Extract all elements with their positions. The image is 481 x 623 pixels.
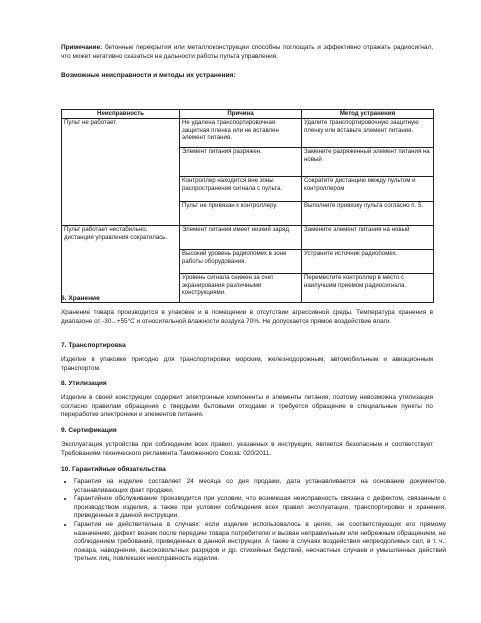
list-item: • Гарантия не действительна в случаях: если изделие использовалось в целях, не соответствующих его прямому назначению; дефект возник после передачи товара потребителю и вызван неправильным или небрежным обращением, не соблюдением требований, приведенных в данной инструкции. А также в случаях воздействия непреодолимых сил, в т. ч.: пожара, наводнения, высоковольтных разрядов и др. стихийных бедствий, несчастных случаев и умышленных действий третьих лиц, повлекших неисправность изделия. xyxy=(74,521,446,564)
note-paragraph xyxy=(61,44,433,61)
cause-cell: Элемент питания разряжен. xyxy=(180,148,302,177)
fix-cell: Устраните источник радиопомех. xyxy=(302,250,434,274)
cause-cell: Высокий уровень радиопомех в зоне работы оборудования. xyxy=(180,250,302,274)
fix-cell: Удалите транспортировочную защитную пленку или вставьте элемент питания. xyxy=(302,119,434,148)
fault-cell: Пульт не работает. xyxy=(62,119,180,148)
table-row xyxy=(62,226,434,250)
note-text: бетонные перекрытия или металлоконструкции способны поглощать и эффективно отражать радиосигнал, что может негативно сказаться на дальности работы пульта управления. xyxy=(61,44,433,60)
fault-cell: Пульт работает нестабильно, дистанция управления сократилась. xyxy=(62,226,180,250)
table-row xyxy=(62,250,434,274)
list-item: • Гарантийное обслуживание производится при условии, что возникшая неисправность связана с дефектом, связанным с производством изделия, а также при условии соблюдения всех правил эксплуатации, транспортировки и хранения, приведенных в данной инструкции. xyxy=(74,495,446,521)
faults-table xyxy=(61,109,434,303)
table-row xyxy=(62,202,434,226)
section-text-transport: Изделие в упаковке пригодно для транспортировки морским, железнодорожным, автомобильным и авиационным транспортом. xyxy=(61,356,433,372)
section-heading-certification: 9. Сертификация xyxy=(61,427,117,434)
section-heading-storage: 6. Хранение xyxy=(61,295,100,302)
warranty-list xyxy=(61,478,446,564)
fault-cell-continued xyxy=(62,202,180,226)
table-row xyxy=(62,119,434,148)
fault-cell-continued xyxy=(62,177,180,202)
table-row xyxy=(62,148,434,177)
fault-cell-continued xyxy=(62,250,180,274)
section-text-certification: Эксплуатация устройства при соблюдении всех правил, указанных в инструкции, является безопасным и соответствует Требованиям технического регламента Таможенного Союза: 020/2011. xyxy=(61,441,433,457)
fix-cell: Замените разряженный элемент питания на новый xyxy=(302,148,434,177)
note-label: Примечание: xyxy=(61,44,103,51)
fix-cell: Выполните привязку пульта согласно п. 5. xyxy=(302,202,434,226)
fix-cell: Сократите дистанцию между пультом и контроллером xyxy=(302,177,434,202)
list-item: • Гарантия на изделие составляет 24 месяца со дня продажи, дата устанавливается на основании документов, устанавливающих факт продажи. xyxy=(74,478,446,495)
cause-cell: Не удалена транспортировочная защитная пленка или не вставлен элемент питания. xyxy=(180,119,302,148)
table-header-row xyxy=(62,110,434,119)
section-heading-transport: 7. Транспортировка xyxy=(61,342,126,349)
fault-cell-continued xyxy=(62,148,180,177)
cause-cell: Пульт не привязан к контроллеру. xyxy=(180,202,302,226)
table-row xyxy=(62,177,434,202)
faults-heading: Возможные неисправности и методы их устранения: xyxy=(61,72,236,79)
section-heading-disposal: 8. Утилизация xyxy=(61,380,107,387)
column-header: Причина xyxy=(180,110,302,119)
fix-cell: Замените элемент питания на новый xyxy=(302,226,434,250)
table-row xyxy=(62,274,434,303)
cause-cell: Контроллер находится вне зоны распространения сигнала с пульта. xyxy=(180,177,302,202)
section-text-disposal: Изделие в своей конструкции содержит электронные компоненты и элементы питания, поэтому невозможна утилизация согласно правилам обращения с твердыми бытовыми отходами и требуется обращение в специальные пункты по переработке электроники и элементов питания. xyxy=(61,394,433,419)
cause-cell: Уровень сигнала снижен за счет экранирования различными конструкциями. xyxy=(180,274,302,303)
fix-cell: Переместите контроллер в место с наилучшим приемом радиосигнала. xyxy=(302,274,434,303)
section-heading-warranty: 10. Гарантийные обязательства xyxy=(61,466,166,473)
cause-cell: Элемент питания имеет низкий заряд. xyxy=(180,226,302,250)
column-header: Метод устранения xyxy=(302,110,434,119)
column-header: Неисправность xyxy=(62,110,180,119)
section-text-storage: Хранение товара производится в упаковке и в помещении в отсутствии агрессивной среды. Температура хранения в диапазоне от -30...+55°С и относительной влажности воздуха 70%. Не допускается прямое воздействие влаги. xyxy=(61,309,433,325)
